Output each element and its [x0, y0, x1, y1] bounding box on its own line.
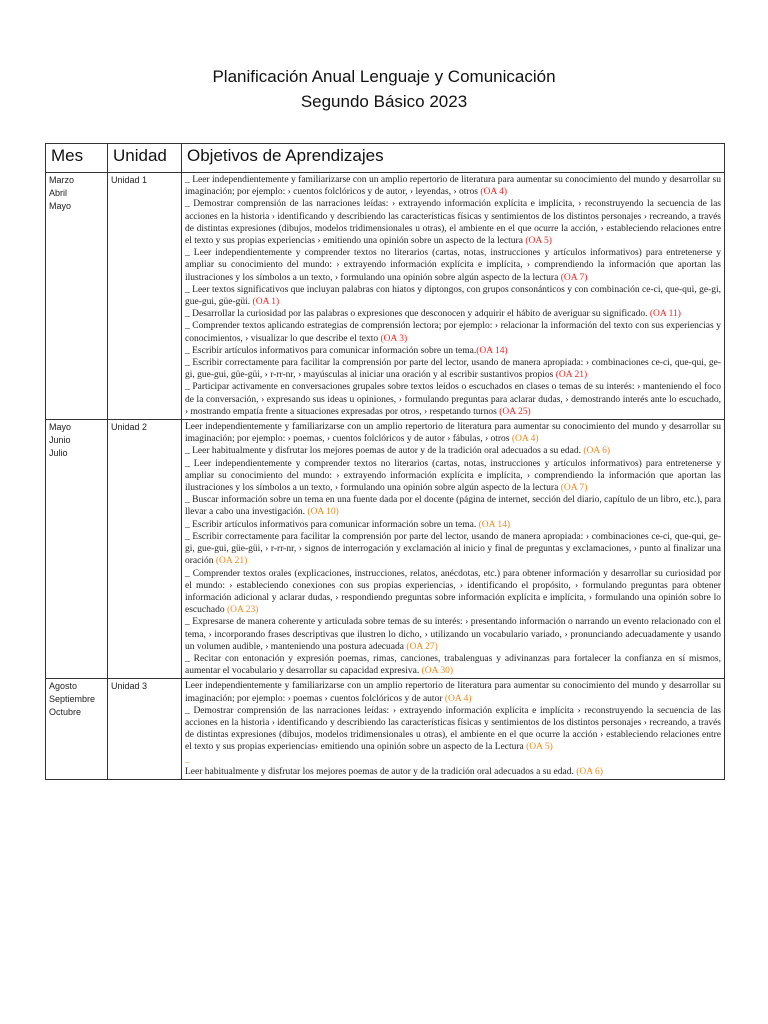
oa-code: (OA 4) — [480, 187, 508, 198]
oa-code: (OA 3) — [380, 333, 408, 344]
planning-table — [45, 143, 725, 780]
oa-code: (OA 7) — [560, 272, 588, 283]
unit-cell: Unidad 2 — [108, 420, 182, 679]
column-header-unidad: Unidad — [108, 144, 182, 173]
month-cell — [46, 679, 108, 780]
oa-code: (OA 30) — [421, 666, 454, 677]
objective-item: _ Expresarse de manera coherente y articulada sobre temas de su interés: › presentando información o narrando un evento relacionado con el tema, › incorporando frases descriptivas que ilustren lo dicho, › utilizando un vocabulario variado, › pronunciando adecuadamente y usando un volumen audible, › manteniendo una postura adecuada (OA 27) — [185, 617, 721, 652]
objectives-cell — [182, 173, 725, 420]
objective-item: _ Leer textos significativos que incluyan palabras con hiatos y diptongos, con grupos consonánticos y con combinación ce-ci, que-qui, ge-gi, gue-gui, güe-güi. (OA 1) — [185, 284, 721, 308]
oa-code: (OA 14) — [478, 519, 511, 530]
month-label: Mayo — [49, 422, 72, 433]
oa-code: (OA 4) — [444, 693, 472, 704]
objective-item: Leer habitualmente y disfrutar los mejores poemas de autor y de la tradición oral adecuados a su edad. (OA 6) — [185, 766, 603, 777]
oa-code: (OA 7) — [560, 483, 588, 494]
month-label: Mayo — [49, 201, 72, 211]
month-cell — [46, 420, 108, 679]
objective-item: _ Leer habitualmente y disfrutar los mejores poemas de autor y de la tradición oral adecuados a su edad. (OA 6) — [185, 446, 610, 457]
month-label: Abril — [49, 188, 68, 198]
objective-item: _ Escribir artículos informativos para comunicar información sobre un tema.(OA 14) — [185, 345, 508, 356]
oa-code: (OA 4) — [511, 434, 539, 445]
document-subtitle: Segundo Básico 2023 — [300, 92, 468, 111]
month-label: Julio — [49, 448, 68, 459]
objective-item: _ Desarrollar la curiosidad por las palabras o expresiones que desconocen y adquirir el hábito de averiguar su significado. (OA 11) — [185, 309, 681, 320]
oa-code: (OA 11) — [649, 309, 681, 320]
column-header-mes: Mes — [46, 144, 108, 173]
oa-code: (OA 21) — [555, 370, 588, 381]
objective-item: _ Escribir artículos informativos para comunicar información sobre un tema. (OA 14) — [185, 519, 511, 530]
objective-item: _ Recitar con entonación y expresión poemas, rimas, canciones, trabalenguas y adivinanzas para fortalecer la confianza en sí mismos, aumentar el vocabulario y desarrollar su capacidad expresiva. (OA 30) — [185, 653, 721, 677]
unit-cell: Unidad 1 — [108, 173, 182, 420]
objective-item: Leer independientemente y familiarizarse con un amplio repertorio de literatura para aumentar su conocimiento del mundo y desarrollar su imaginación; por ejemplo: › poemas › cuentos folclóricos y de autor (OA 4) — [185, 681, 721, 704]
table-header-row — [46, 144, 725, 173]
objective-item: _ Comprender textos aplicando estrategias de comprensión lectora; por ejemplo: › relacionar la información del texto con sus experiencias y conocimientos, › visualizar lo que describe el texto (OA 3) — [185, 321, 721, 344]
oa-code: (OA 1) — [252, 297, 280, 308]
objective-item: Leer independientemente y familiarizarse con un amplio repertorio de literatura para aumentar su conocimiento del mundo y desarrollar su imaginación; por ejemplo: › poemas, › cuentos folclóricos y de autor › fábulas, › otros (OA 4) — [185, 422, 721, 445]
unit-cell: Unidad 3 — [108, 679, 182, 780]
objective-item: _ Escribir correctamente para facilitar la comprensión por parte del lector, usando de manera apropiada: › combinaciones ce-ci, que-qui, ge-gi, gue-gui, güe-güi, › r-rr-nr, › mayúsculas al iniciar una oración y al escribir sustantivos propios (OA 21) — [185, 358, 721, 381]
table-row — [46, 420, 725, 679]
month-label: Marzo — [49, 175, 75, 185]
objective-item: _ Escribir correctamente para facilitar la comprensión por parte del lector, usando de manera apropiada: › combinaciones ce-ci, que-qui, ge-gi, gue-gui, güe-güi, › r-rr-nr, › signos de interrogación y exclamación al inicio y final de preguntas y exclamaciones, › punto al finalizar una oración (OA 21) — [185, 531, 721, 567]
objective-item: _ Leer independientemente y comprender textos no literarios (cartas, notas, instrucciones y artículos informativos) para entretenerse y ampliar su conocimiento del mundo: › extrayendo información explícita e implícita, › comprendiendo la información que aportan las ilustraciones y los símbolos a un texto, › formulando una opinión sobre algún aspecto de la lectura (OA 7) — [185, 248, 721, 283]
month-label: Octubre — [49, 707, 82, 718]
column-header-objetivos: Objetivos de Aprendizajes — [182, 144, 725, 173]
oa-code: (OA 6) — [583, 446, 610, 457]
oa-code: (OA 6) — [576, 766, 603, 777]
objectives-cell — [182, 420, 725, 679]
objective-item: _ Leer independientemente y familiarizarse con un amplio repertorio de literatura para aumentar su conocimiento del mundo y desarrollar su imaginación; por ejemplo: › cuentos folclóricos y de autor, › leyendas, › otros (OA 4) — [185, 175, 721, 198]
objective-item: _ Demostrar comprensión de las narraciones leídas: › extrayendo información explícita e implícita › reconstruyendo la secuencia de las acciones en la historia › identificando y describiendo las características físicas y sentimientos de los distintos personajes › recreando, a través de distintas expresiones (dibujos, modelos tridimensionales u otras), el ambiente en el que ocurre la acción › estableciendo relaciones entre el texto y sus propias experiencias› emitiendo una opinión sobre un aspecto de la Lectura (OA 5) — [185, 705, 721, 753]
month-label: Junio — [49, 435, 71, 446]
month-label: Septiembre — [49, 694, 96, 705]
oa-code: (OA 10) — [307, 507, 339, 518]
objective-item: _ Comprender textos orales (explicaciones, instrucciones, relatos, anécdotas, etc.) para obtener información y desarrollar su curiosidad por el mundo: › estableciendo conexiones con sus propias experiencias, › identificando el propósito, › formulando preguntas para obtener información adicional y aclarar dudas, › respondiendo preguntas sobre información explícita e implícita, › formulando una opinión sobre lo escuchado (OA 23) — [185, 568, 721, 616]
objectives-cell — [182, 679, 725, 780]
oa-code: (OA 25) — [499, 406, 531, 417]
oa-code: (OA 14) — [476, 345, 508, 356]
objective-item: _ Buscar información sobre un tema en una fuente dada por el docente (página de internet, sección del diario, capítulo de un libro, etc.), para llevar a cabo una investigación. (OA 10) — [185, 495, 721, 518]
oa-code: (OA 5) — [525, 236, 552, 247]
objective-item: _ Participar activamente en conversaciones grupales sobre textos leídos o escuchados en clases o temas de su interés: › manteniendo el foco de la conversación, › expresando sus ideas u opiniones, › formulando preguntas para aclarar dudas, › demostrando interés ante lo escuchado, › mostrando empatía frente a situaciones expresadas por otros, › respetando turnos (OA 25) — [185, 382, 721, 417]
table-row — [46, 679, 725, 780]
objective-item: _ Leer independientemente y comprender textos no literarios (cartas, notas, instrucciones y artículos informativos) para entretenerse y ampliar su conocimiento del mundo: › extrayendo información explícita e implícita, › comprendiendo la información que aportan las ilustraciones y los símbolos a un texto, › formulando una opinión sobre algún aspecto de la lectura (OA 7) — [185, 458, 721, 494]
table-row — [46, 173, 725, 420]
month-label: Agosto — [49, 681, 78, 692]
month-cell — [46, 173, 108, 420]
objective-item: _ Demostrar comprensión de las narraciones leídas: › extrayendo información explícita e implícita, › reconstruyendo la secuencia de las acciones en la historia › identificando y describiendo las características físicas y sentimientos de los distintos personajes › recreando, a través de distintas expresiones (dibujos, modelos tridimensionales u otras), el ambiente en el que ocurre la acción, › estableciendo relaciones entre el texto y sus propias experiencias › emitiendo una opinión sobre un aspecto de la lectura (OA 5) — [185, 199, 721, 247]
objective-item: _ — [185, 754, 190, 765]
document-title: Planificación Anual Lenguaje y Comunicación — [212, 67, 556, 86]
oa-code: (OA 21) — [215, 556, 248, 567]
oa-code: (OA 5) — [526, 742, 553, 753]
oa-code: (OA 23) — [226, 605, 259, 616]
oa-code: (OA 27) — [406, 641, 438, 652]
